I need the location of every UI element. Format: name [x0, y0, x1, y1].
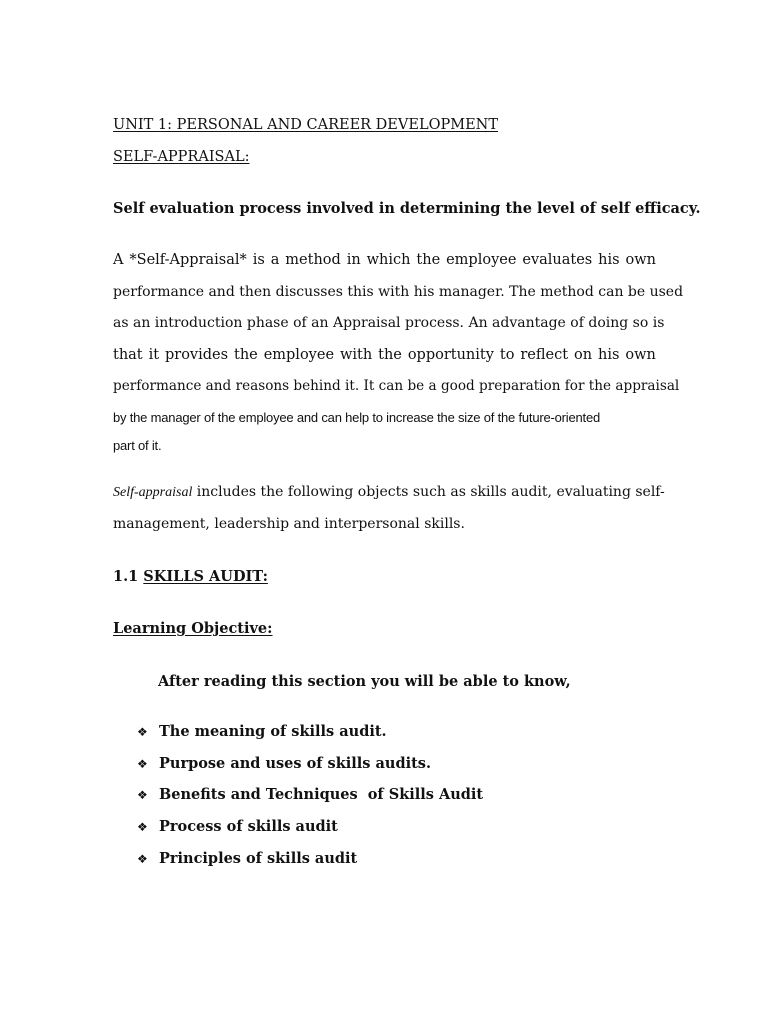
learning-objective-intro: After reading this section you will be able to know, [158, 673, 571, 690]
list-item [137, 786, 483, 803]
subheading-self-evaluation: Self evaluation process involved in determining the level of self efficacy. [113, 200, 701, 217]
paragraph2-line-2: management, leadership and interpersonal skills. [113, 516, 465, 532]
word: that [113, 347, 143, 363]
paragraph-line-2: performance and then discusses this with his manager. The method can be used [113, 284, 684, 300]
list-item-text: The meaning of skills audit. [159, 723, 387, 740]
word: his [598, 347, 620, 363]
paragraph-self-appraisal-objects [113, 484, 665, 544]
word: which [366, 252, 411, 268]
word: his [598, 252, 620, 268]
word: on [574, 347, 593, 363]
paragraph-line-5: performance and reasons behind it. It can be a good preparation for the appraisal [113, 378, 680, 394]
word: with [339, 347, 373, 363]
word: reflect [520, 347, 569, 363]
word: in [346, 252, 361, 268]
list-item-text: Benefits and Techniques of Skills Audit [159, 786, 484, 803]
word: opportunity [407, 347, 494, 363]
paragraph-self-appraisal-definition [113, 252, 684, 462]
word: the [378, 347, 402, 363]
word: a [270, 252, 280, 268]
list-item [137, 723, 387, 740]
word: *Self-Appraisal* [129, 252, 247, 268]
diamond-bullet-icon: ❖ [137, 725, 148, 739]
word: employee [446, 252, 517, 268]
paragraph-line-1 [113, 252, 656, 268]
section-1-1-heading [113, 568, 268, 585]
paragraph2-line-1-text: includes the following objects such as skills audit, evaluating self- [192, 484, 665, 500]
list-item-text: Principles of skills audit [159, 850, 358, 867]
paragraph-line-6: by the manager of the employee and can help to increase the size of the future-oriented [113, 410, 601, 425]
paragraph2-line-1 [113, 484, 665, 501]
list-item [137, 755, 431, 772]
word: employee [263, 347, 335, 363]
diamond-bullet-icon: ❖ [137, 820, 148, 834]
word: the [234, 347, 258, 363]
word: provides [164, 347, 229, 363]
paragraph-line-4 [113, 347, 656, 363]
unit-heading: UNIT 1: PERSONAL AND CAREER DEVELOPMENT [113, 117, 499, 133]
learning-objective-label: Learning Objective: [113, 620, 273, 637]
list-item-text: Purpose and uses of skills audits. [159, 755, 431, 772]
word: evaluates [522, 252, 593, 268]
word: own [625, 347, 656, 363]
list-item [137, 850, 357, 867]
word: to [499, 347, 515, 363]
paragraph-line-3: as an introduction phase of an Appraisal process. An advantage of doing so is [113, 315, 665, 331]
paragraph-line-7: part of it. [113, 438, 162, 453]
list-item-text: Process of skills audit [159, 818, 338, 835]
section-title: SKILLS AUDIT: [143, 568, 268, 585]
word: the [416, 252, 441, 268]
italic-term: Self-appraisal [113, 485, 193, 500]
word: is [252, 252, 265, 268]
section-number: 1.1 [113, 568, 144, 585]
diamond-bullet-icon: ❖ [137, 757, 148, 771]
diamond-bullet-icon: ❖ [137, 852, 148, 866]
word: A [113, 252, 124, 268]
word: own [625, 252, 656, 268]
list-item [137, 818, 338, 835]
section-heading-self-appraisal: SELF-APPRAISAL: [113, 149, 250, 165]
word: it [148, 347, 160, 363]
word: method [285, 252, 341, 268]
diamond-bullet-icon: ❖ [137, 788, 148, 802]
